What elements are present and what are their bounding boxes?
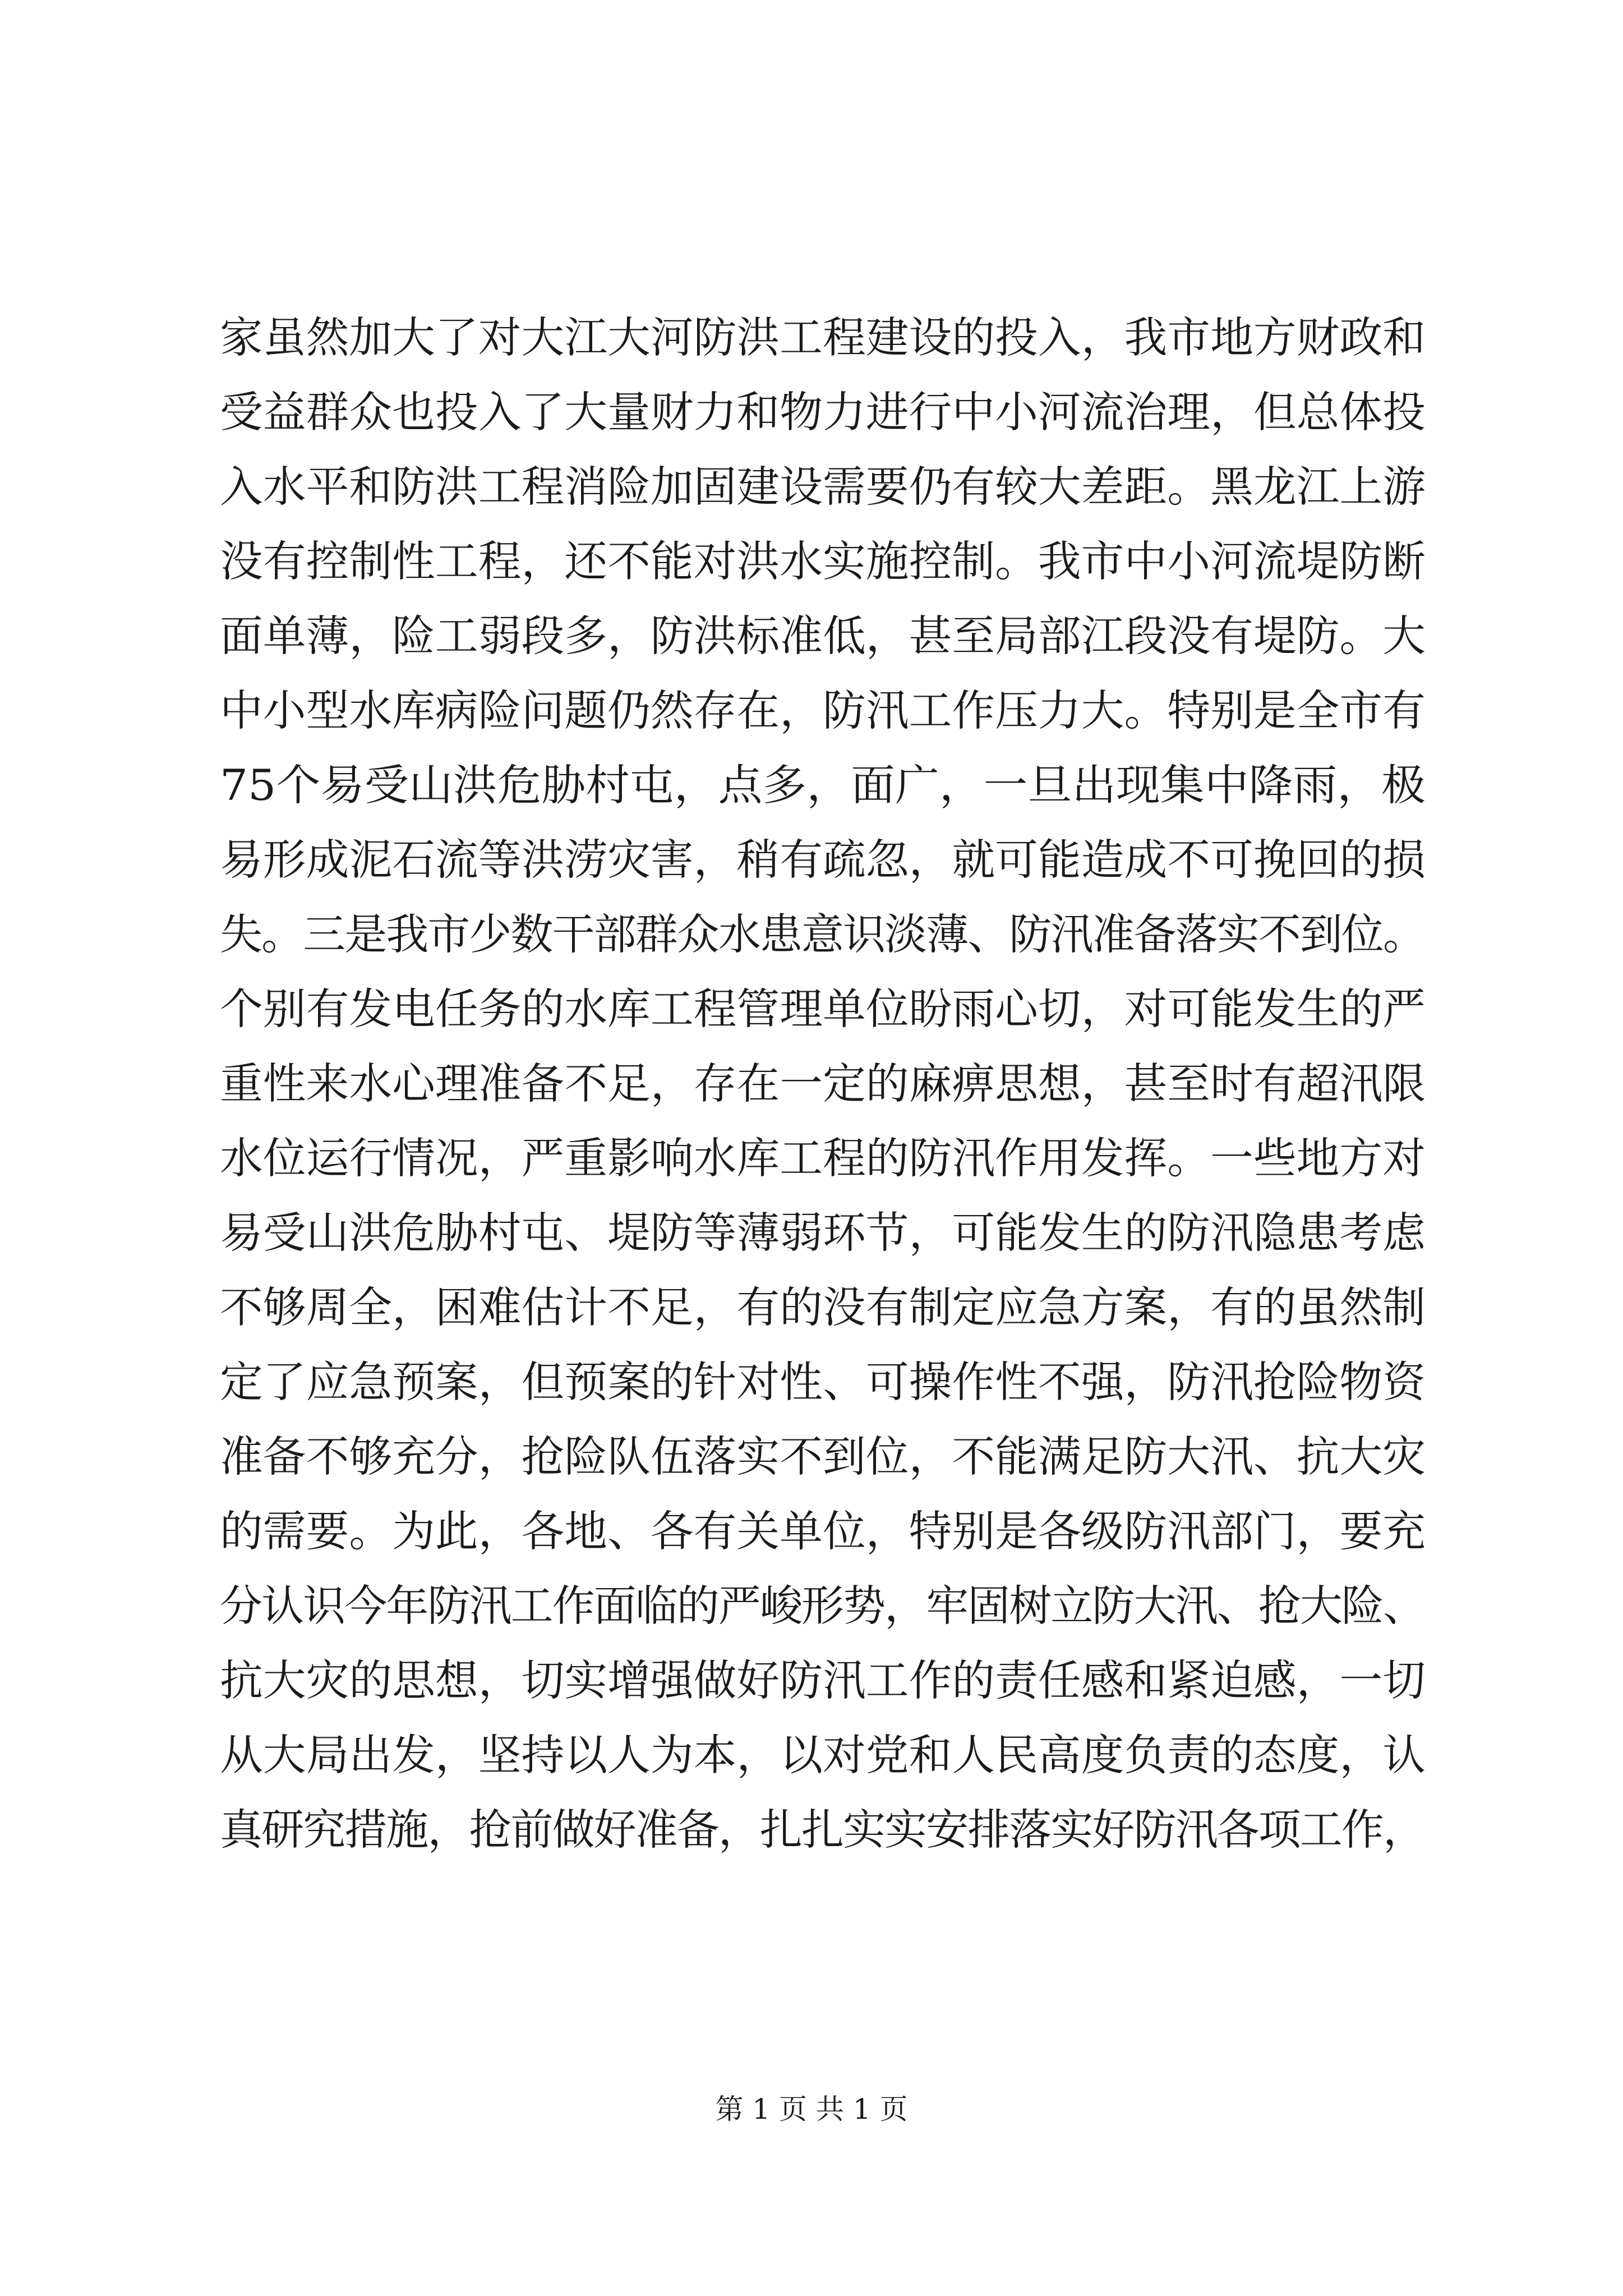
body-line: 75个易受山洪危胁村屯，点多，面广，一旦出现集中降雨，极	[220, 760, 1426, 810]
body-line: 没有控制性工程，还不能对洪水实施控制。我市中小河流堤防断	[220, 536, 1426, 586]
body-line: 定了应急预案，但预案的针对性、可操作性不强，防汛抢险物资	[220, 1357, 1426, 1407]
body-line: 家虽然加大了对大江大河防洪工程建设的投入，我市地方财政和	[220, 312, 1426, 362]
body-line: 分认识今年防汛工作面临的严峻形势，牢固树立防大汛、抢大险、	[220, 1581, 1425, 1631]
body-line: 面单薄，险工弱段多，防洪标准低，甚至局部江段没有堤防。大	[220, 611, 1426, 661]
body-line: 中小型水库病险问题仍然存在，防汛工作压力大。特别是全市有	[220, 685, 1426, 735]
body-line: 受益群众也投入了大量财力和物力进行中小河流治理，但总体投	[220, 387, 1426, 437]
body-line: 易受山洪危胁村屯、堤防等薄弱环节，可能发生的防汛隐患考虑	[220, 1208, 1426, 1258]
body-line: 易形成泥石流等洪涝灾害，稍有疏忽，就可能造成不可挽回的损	[220, 835, 1426, 885]
body-line: 真研究措施，抢前做好准备，扎扎实实安排落实好防汛各项工作，	[220, 1805, 1425, 1855]
body-line: 不够周全，困难估计不足，有的没有制定应急方案，有的虽然制	[220, 1282, 1426, 1332]
body-line: 水位运行情况，严重影响水库工程的防汛作用发挥。一些地方对	[220, 1133, 1426, 1183]
document-body	[220, 300, 1426, 1867]
body-line: 的需要。为此，各地、各有关单位，特别是各级防汛部门，要充	[220, 1506, 1426, 1556]
body-line: 入水平和防洪工程消险加固建设需要仍有较大差距。黑龙江上游	[220, 462, 1426, 512]
page-number-footer: 第 1 页 共 1 页	[715, 2093, 908, 2125]
body-line: 准备不够充分，抢险队伍落实不到位，不能满足防大汛、抗大灾	[220, 1432, 1426, 1481]
body-line: 失。三是我市少数干部群众水患意识淡薄、防汛准备落实不到位。	[220, 909, 1425, 959]
body-line: 重性来水心理准备不足，存在一定的麻痹思想，甚至时有超汛限	[220, 1059, 1426, 1108]
body-line: 从大局出发，坚持以人为本，以对党和人民高度负责的态度，认	[220, 1730, 1426, 1780]
body-line: 抗大灾的思想，切实增强做好防汛工作的责任感和紧迫感，一切	[220, 1655, 1426, 1705]
body-line: 个别有发电任务的水库工程管理单位盼雨心切，对可能发生的严	[220, 984, 1426, 1034]
